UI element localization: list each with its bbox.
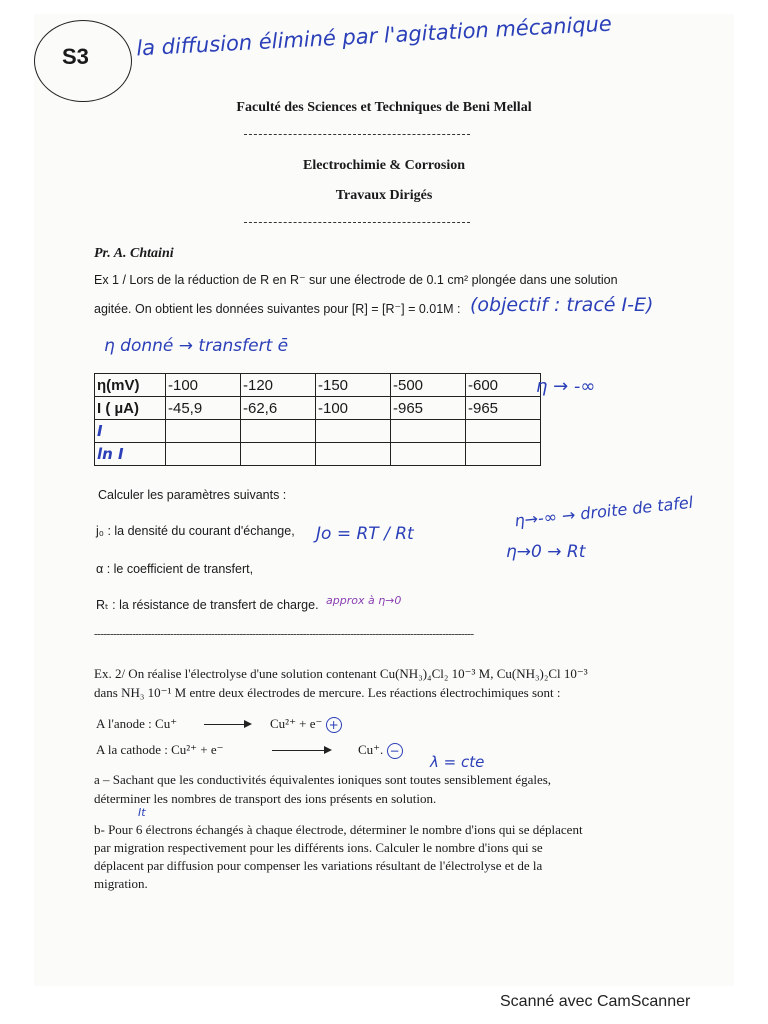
ex1-calc: Calculer les paramètres suivants :: [98, 488, 287, 502]
ex1-line2: agitée. On obtient les données suivantes pour [R] = [R⁻] = 0.01M :: [94, 302, 461, 316]
cathode-reaction-label: A la cathode : Cu²⁺ + e⁻: [96, 742, 224, 757]
anode-reaction-label: A l'anode : Cu⁺: [96, 716, 178, 731]
table-cell: -500: [391, 374, 466, 397]
ex2-b-line1: b- Pour 6 électrons échangés à chaque électrode, déterminer le nombre d'ions qui se déplacent: [94, 822, 583, 837]
handwritten-top-note: la diffusion éliminé par l'agitation mécanique: [135, 11, 613, 61]
table-cell: [241, 443, 316, 466]
table-cell: -62,6: [241, 397, 316, 420]
table-cell: [466, 420, 541, 443]
ex1-line1: Ex 1 / Lors de la réduction de R en R⁻ sur une électrode de 0.1 cm² plongée dans une solution: [94, 273, 618, 287]
ex1-alpha: α : le coefficient de transfert,: [96, 562, 254, 576]
ex2-line2: dans NH₃ 10⁻¹ M entre deux électrodes de mercure. Les réactions électrochimiques sont :: [94, 685, 561, 700]
minus-circle-icon: −: [387, 743, 403, 759]
anode-reaction-product: [270, 716, 342, 733]
td-title: Travaux Dirigés: [335, 188, 433, 203]
ex2-b-line3: déplacent par diffusion pour compenser les variations résultant de l'électrolyse et de la: [94, 858, 543, 873]
table-cell: -45,9: [166, 397, 241, 420]
table-cell: -965: [391, 397, 466, 420]
author: Pr. A. Chtaini: [94, 246, 174, 261]
handwritten-tafel-1: η→-∞ → droite de tafel: [513, 492, 694, 531]
handwritten-eta-inf: η → -∞: [536, 376, 596, 397]
table-row: [95, 420, 541, 443]
handwritten-lambda: λ = cte: [430, 753, 485, 771]
handwritten-it: It: [138, 806, 146, 819]
ex1-j0: j₀ : la densité du courant d'échange,: [96, 524, 295, 538]
handwritten-jo: Jo = RT / Rt: [316, 524, 414, 544]
table-handwritten-label: I: [95, 420, 166, 443]
table-cell: [466, 443, 541, 466]
anode-arrow: [204, 724, 250, 725]
handwritten-objective: (objectif : tracé I-E): [470, 294, 654, 316]
table-cell: -100: [316, 397, 391, 420]
table-cell: [391, 443, 466, 466]
plus-circle-icon: +: [326, 717, 342, 733]
table-handwritten-label: ln I: [95, 443, 166, 466]
table-cell: [316, 443, 391, 466]
separator-line: ------------------------------------------------------------------------------------------------------------------------: [94, 628, 474, 640]
table-row: [95, 397, 541, 420]
table-cell: -100: [166, 374, 241, 397]
table-cell: [241, 420, 316, 443]
ex2-b-line2: par migration respectivement pour les différents ions. Calculer le nombre d'ions qui se: [94, 840, 543, 855]
anode-product-text: Cu²⁺ + e⁻: [270, 716, 323, 731]
ex2-b-line4: migration.: [94, 876, 148, 891]
table-cell: [316, 420, 391, 443]
ex2-a-line1: a – Sachant que les conductivités équivalentes ioniques sont toutes sensiblement égales,: [94, 772, 552, 787]
table-cell: -150: [316, 374, 391, 397]
camscanner-watermark: Scanné avec CamScanner: [500, 993, 691, 1010]
table-cell: -120: [241, 374, 316, 397]
table-header-eta: η(mV): [95, 374, 166, 397]
header-dash-1: [244, 134, 470, 135]
ex2-a-line2: déterminer les nombres de transport des ions présents en solution.: [94, 791, 437, 806]
table-cell: [166, 420, 241, 443]
ex1-rt: Rₜ : la résistance de transfert de charge.: [96, 598, 319, 612]
table-cell: -600: [466, 374, 541, 397]
table-cell: -965: [466, 397, 541, 420]
table-row: [95, 374, 541, 397]
ex2-line1: Ex. 2/ On réalise l'électrolyse d'une solution contenant Cu(NH₃)₄Cl₂ 10⁻³ M, Cu(NH₃)₂Cl 10⁻³: [94, 666, 588, 681]
table-cell: [391, 420, 466, 443]
table-cell: [166, 443, 241, 466]
header-dash-2: [244, 222, 470, 223]
table-row: [95, 443, 541, 466]
cathode-arrow: [272, 750, 330, 751]
course-title: Electrochimie & Corrosion: [302, 158, 465, 173]
handwritten-rt-note: approx à η→0: [326, 594, 402, 607]
faculty-title: Faculté des Sciences et Techniques de Beni Mellal: [236, 100, 532, 115]
data-table: [94, 373, 541, 466]
s3-label: S3: [62, 44, 89, 69]
cathode-reaction-product: [358, 742, 403, 759]
table-header-current: I ( µA): [95, 397, 166, 420]
handwritten-tafel-2: η→0 → Rt: [506, 542, 586, 562]
handwritten-eta-note: η donné → transfert ē: [104, 336, 289, 356]
cathode-product-text: Cu⁺.: [358, 742, 384, 757]
